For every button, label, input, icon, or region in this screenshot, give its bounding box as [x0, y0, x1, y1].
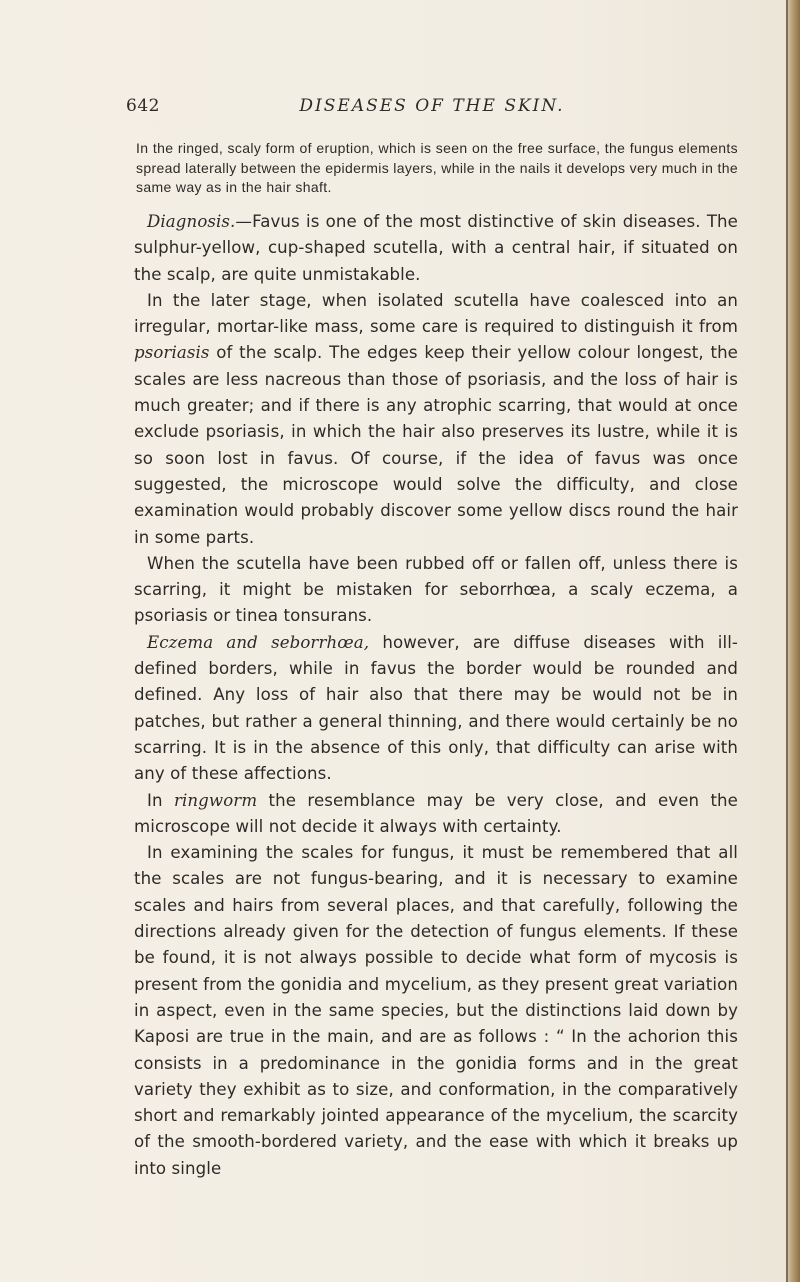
page-edge [786, 0, 800, 1282]
diagnosis-heading: Diagnosis. [147, 212, 236, 231]
paragraph-text: When the scutella have been rubbed off or fallen off, unless there is scarring, it might be mistaken for seborrhœa, a scaly eczema, a psoriasis or tinea tonsurans. [134, 553, 738, 626]
body-text [134, 209, 738, 1182]
page-number: 642 [126, 96, 160, 116]
page-header [126, 96, 738, 126]
emphasis-eczema: Eczema and seborrhœa, [147, 632, 370, 652]
emphasis-psoriasis: psoriasis [134, 343, 210, 363]
paragraph-scutella [134, 551, 738, 630]
paragraph-text: the resemblance may be very close, and even the microscope will not decide it always with certainty. [134, 790, 738, 836]
paragraph-text: of the scalp. The edges keep their yellow colour longest, the scales are less nacreous than those of psoriasis, and the loss of hair is much greater; and if there is any atrophic scarring, that would at once exclude psoriasis, in which the hair also preserves its lustre, while it is so soon lost in favus. Of course, if the idea of favus was once suggested, the microscope would solve the difficulty, and close examination would probably discover some yellow discs round the hair in some parts. [134, 343, 738, 547]
paragraph-ringworm [134, 788, 738, 841]
paragraph-text: In [147, 790, 174, 810]
running-title: DISEASES OF THE SKIN. [299, 96, 565, 116]
paragraph-eczema [134, 630, 738, 788]
small-print-paragraph: In the ringed, scaly form of eruption, which is seen on the free surface, the fungus elements spread laterally between the epidermis layers, while in the nails it develops very much in the same way as in the hair shaft. [136, 140, 738, 196]
paragraph-psoriasis [134, 288, 738, 551]
emphasis-ringworm: ringworm [173, 790, 258, 810]
paragraph-diagnosis [134, 209, 738, 288]
paragraph-examining [134, 840, 738, 1182]
paragraph-text: —Favus is one of the most distinctive of skin diseases. The sulphur-yellow, cup-shaped scutella, with a central hair, if situated on the scalp, are quite unmistakable. [134, 212, 738, 284]
paragraph-text: however, are diffuse diseases with ill-defined borders, while in favus the border would be rounded and defined. Any loss of hair also that there may be would not be in patches, but rather a general thinning, and there would certainly be no scarring. It is in the absence of this only, that difficulty can arise with any of these affections. [134, 632, 738, 784]
page-edge-line [786, 0, 788, 1282]
paragraph-text: In the later stage, when isolated scutella have coalesced into an irregular, mortar-like mass, some care is required to distinguish it from [134, 290, 738, 337]
paragraph-text: In examining the scales for fungus, it must be remembered that all the scales are not fungus-bearing, and it is necessary to examine scales and hairs from several places, and that carefully, following the directions already given for the detection of fungus elements. If these be found, it is not always possible to decide what form of mycosis is present from the gonidia and mycelium, as they present great variation in aspect, even in the same species, but the distinctions laid down by Kaposi are true in the main, and are as follows : “ In the achorion this consists in a predominance in the gonidia forms and in the great variety they exhibit as to size, and conformation, in the comparatively short and remarkably jointed appearance of the mycelium, the scarcity of the smooth-bordered variety, and the ease with which it breaks up into single [134, 843, 738, 1178]
